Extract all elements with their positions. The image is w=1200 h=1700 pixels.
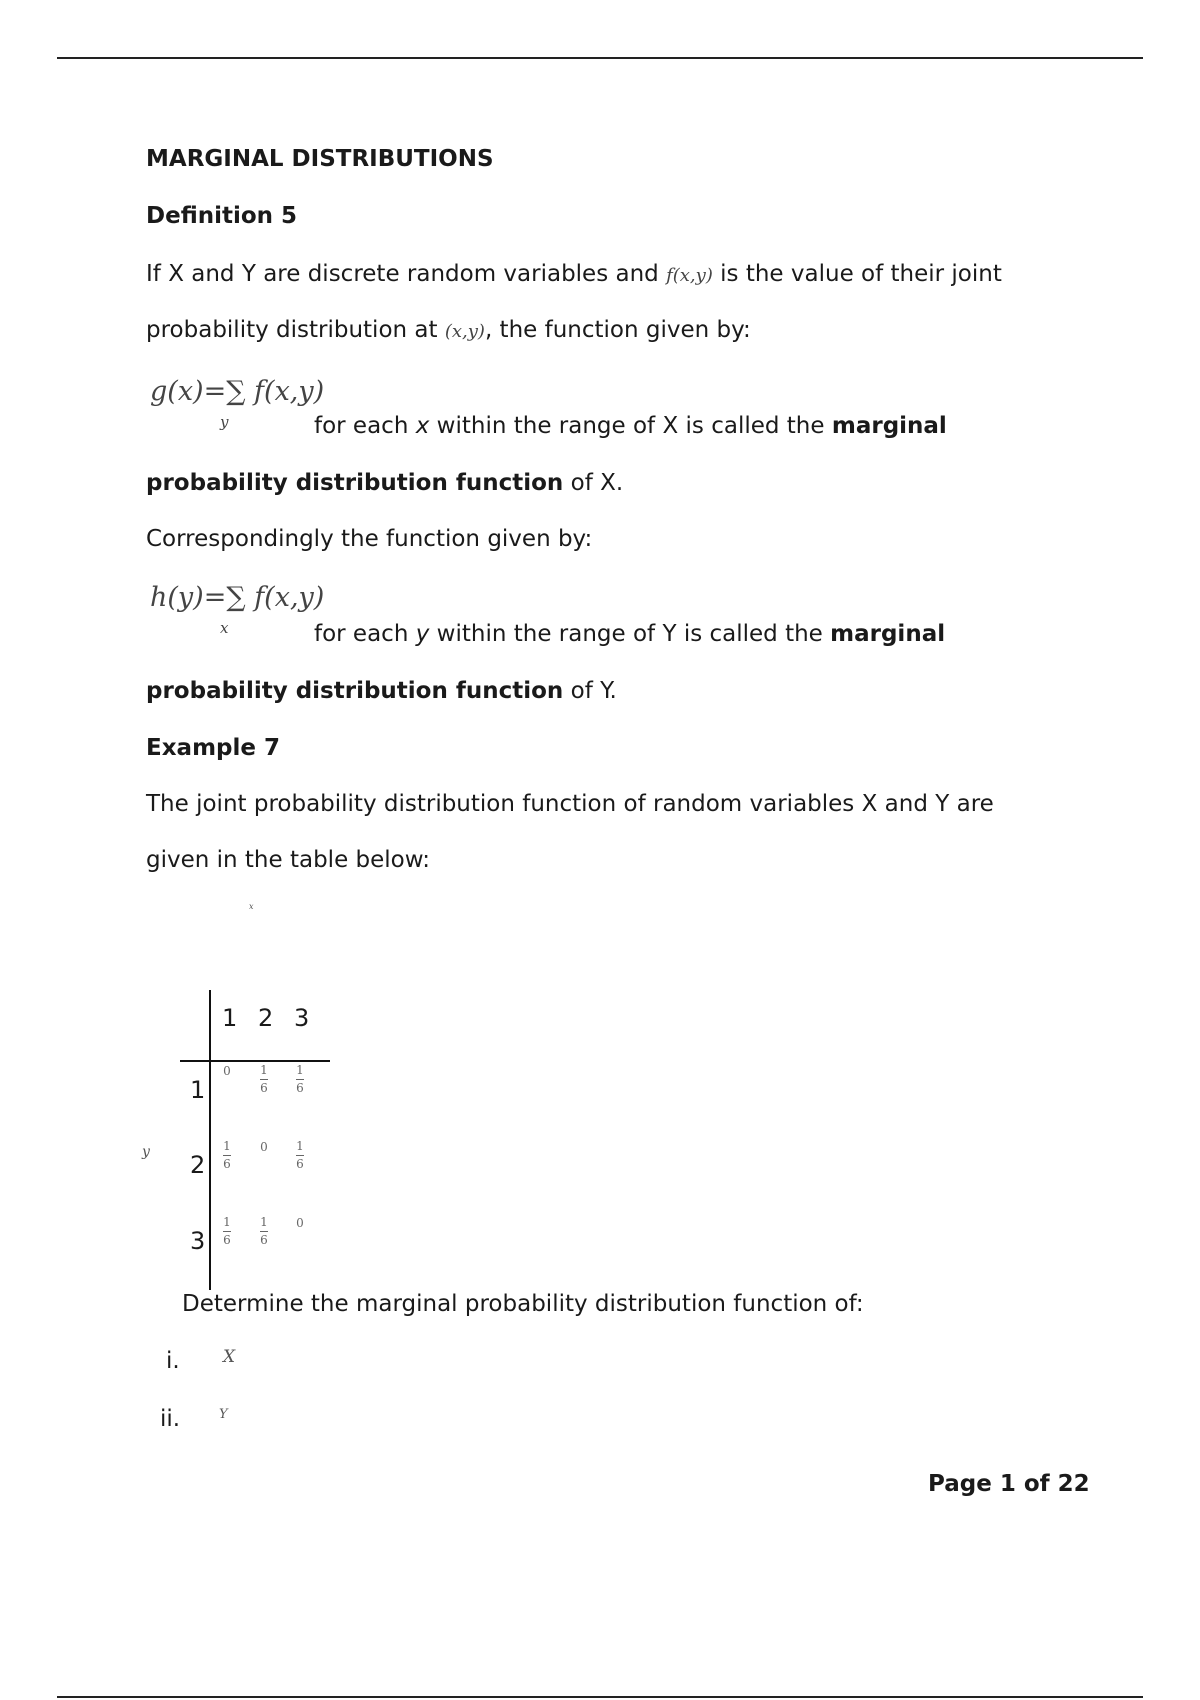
cell-value: 0 — [223, 1064, 231, 1078]
cell-numerator: 1 — [260, 1215, 268, 1229]
formula-h — [150, 581, 325, 651]
cell-denominator: 6 — [296, 1157, 304, 1171]
formula-h-description — [314, 620, 945, 648]
correspondingly-line: Correspondingly the function given by: — [146, 526, 593, 552]
cell-denominator: 6 — [296, 1081, 304, 1095]
example-line-1: The joint probability distribution function of random variables X and Y are — [146, 791, 994, 817]
cell-value: 0 — [296, 1216, 304, 1230]
table-vertical-rule — [209, 990, 211, 1290]
table-cell — [220, 1216, 234, 1247]
table-cell — [220, 1140, 234, 1171]
cell-denominator: 6 — [260, 1233, 268, 1247]
marginal-x-line — [146, 469, 623, 497]
table-cell — [293, 1140, 307, 1171]
marginal-x-bold: probability distribution function — [146, 470, 564, 496]
formula-g-description — [314, 412, 947, 440]
cell-numerator: 1 — [223, 1215, 231, 1229]
formula-g-subscript: y — [220, 413, 229, 431]
formula-h-text-bold: marginal — [830, 621, 946, 647]
cell-denominator: 6 — [223, 1233, 231, 1247]
cell-numerator: 1 — [296, 1139, 304, 1153]
definition-line-1 — [146, 260, 1002, 290]
table-cell — [293, 1216, 307, 1230]
formula-g-expression: g(x)=∑ f(x,y) — [150, 376, 325, 407]
cell-value: 0 — [260, 1140, 268, 1154]
formula-g-text-bold: marginal — [831, 413, 947, 439]
cell-numerator: 1 — [223, 1139, 231, 1153]
table-cell — [257, 1140, 271, 1154]
cell-denominator: 6 — [223, 1157, 231, 1171]
fraction-bar — [260, 1079, 268, 1080]
bottom-rule — [57, 1696, 1143, 1698]
page-heading: MARGINAL DISTRIBUTIONS — [146, 146, 494, 172]
example-title: Example 7 — [146, 735, 280, 761]
cell-denominator: 6 — [260, 1081, 268, 1095]
definition-title: Definition 5 — [146, 203, 298, 229]
table-cell — [220, 1064, 234, 1078]
cell-numerator: 1 — [296, 1063, 304, 1077]
formula-g-text-mid: within the range of X is called the — [436, 413, 825, 439]
page-number: Page 1 of 22 — [928, 1471, 1090, 1497]
def-line2-pre: probability distribution at — [146, 317, 438, 343]
joint-distribution-table — [180, 990, 350, 1290]
formula-h-subscript: x — [220, 619, 229, 637]
fraction-bar — [296, 1079, 304, 1080]
table-col-header: 2 — [258, 1004, 274, 1032]
cell-numerator: 1 — [260, 1063, 268, 1077]
definition-line-2 — [146, 316, 751, 346]
table-y-label: y — [142, 1144, 150, 1160]
table-row-header: 2 — [190, 1151, 206, 1179]
fraction-bar — [260, 1231, 268, 1232]
marginal-y-bold: probability distribution function — [146, 678, 564, 704]
example-line-2: given in the table below: — [146, 847, 431, 873]
marginal-y-post: of Y. — [570, 678, 617, 704]
def-line2-post: , the function given by: — [484, 317, 751, 343]
formula-g — [150, 375, 325, 445]
formula-h-expression: h(y)=∑ f(x,y) — [150, 582, 325, 613]
fraction-bar — [296, 1155, 304, 1156]
list-item-number: ii. — [160, 1406, 181, 1432]
marginal-y-line — [146, 677, 617, 705]
list-item-variable: X — [223, 1347, 236, 1367]
determine-line: Determine the marginal probability distribution function of: — [182, 1291, 864, 1317]
table-cell — [257, 1216, 271, 1247]
table-row-header: 1 — [190, 1076, 206, 1104]
fraction-bar — [223, 1231, 231, 1232]
def-line1-pre: If X and Y are discrete random variables and — [146, 261, 659, 287]
marginal-x-post: of X. — [570, 470, 624, 496]
top-rule — [57, 57, 1143, 59]
table-col-header: 3 — [294, 1004, 310, 1032]
table-col-header: 1 — [222, 1004, 238, 1032]
formula-g-var: x — [415, 413, 430, 439]
def-line1-math: f(x,y) — [666, 265, 713, 286]
formula-h-text-mid: within the range of Y is called the — [436, 621, 823, 647]
table-horizontal-rule — [180, 1060, 330, 1062]
table-x-label: x — [249, 902, 254, 911]
fraction-bar — [223, 1155, 231, 1156]
table-cell — [257, 1064, 271, 1095]
formula-h-var: y — [415, 621, 430, 647]
formula-g-text-pre: for each — [314, 413, 409, 439]
table-cell — [293, 1064, 307, 1095]
list-item-number: i. — [166, 1348, 180, 1374]
def-line1-post: is the value of their joint — [720, 261, 1002, 287]
def-line2-math: (x,y) — [444, 321, 485, 342]
table-row-header: 3 — [190, 1227, 206, 1255]
list-item-variable: Y — [219, 1407, 228, 1422]
formula-h-text-pre: for each — [314, 621, 409, 647]
